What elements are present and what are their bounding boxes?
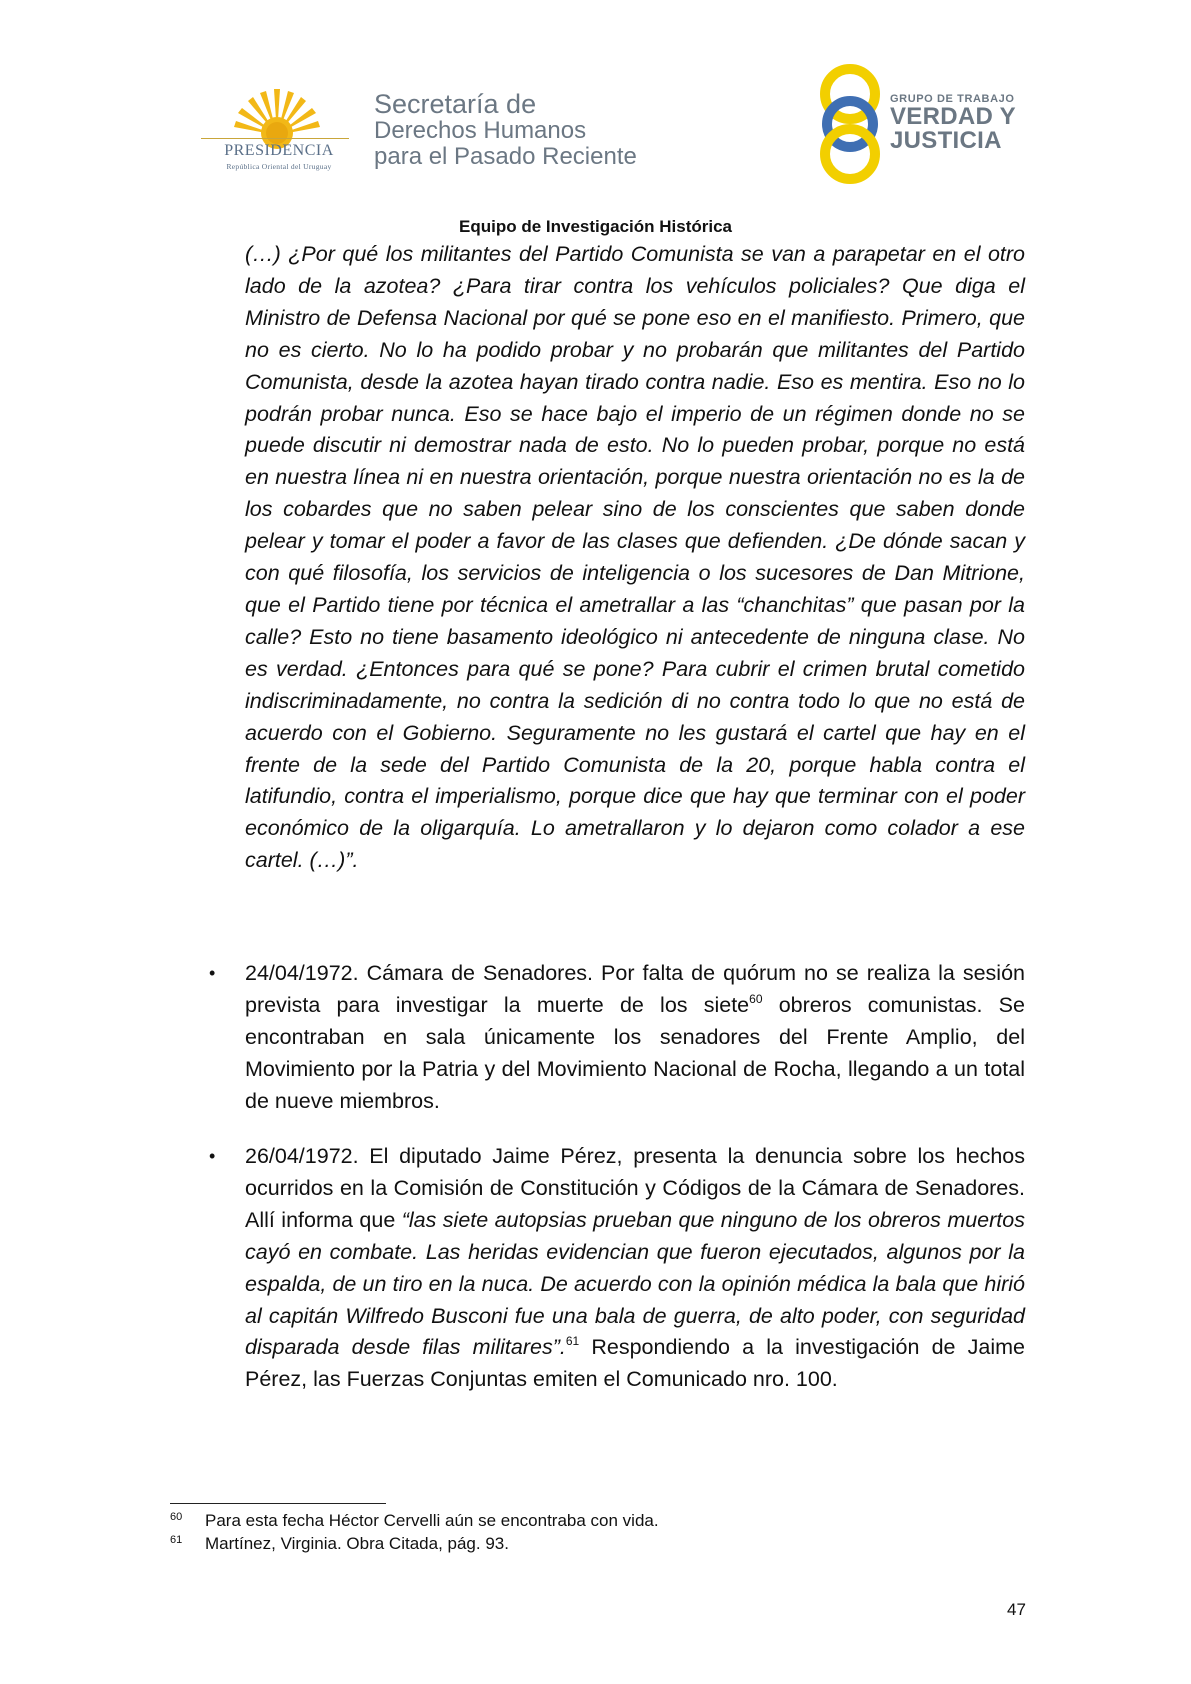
footnote-61	[170, 1530, 509, 1554]
secretaria-line-3: para el Pasado Reciente	[374, 143, 637, 170]
bullet-marker: •	[209, 963, 216, 983]
bullet-item-1	[209, 958, 1025, 1118]
grupo-title-line-2: JUSTICIA	[890, 127, 1002, 154]
secretaria-logo-text	[374, 90, 637, 170]
grupo-small-label: GRUPO DE TRABAJO	[890, 93, 1015, 105]
grupo-title-line-1: VERDAD Y	[890, 103, 1016, 130]
footnote-number: 60	[170, 1511, 183, 1523]
bullet-marker: •	[209, 1146, 216, 1166]
page-header	[0, 0, 1191, 236]
bullet-2-text: 26/04/1972. El diputado Jaime Pérez, presenta la denuncia sobre los hechos ocurridos en la Comisión de Constitución y Códigos de la Cámara de Senadores. Allí informa que	[245, 1144, 1025, 1232]
bullet-2-text-cont: Respondiendo a la investigación de Jaime Pérez, las Fuerzas Conjuntas emiten el Comunicado nro. 100.	[245, 1335, 1025, 1392]
bullet-1-text: 24/04/1972. Cámara de Senadores. Por falta de quórum no se realiza la sesión prevista para investigar la muerte de los siete	[245, 961, 1025, 1017]
footnote-text: Martínez, Virginia. Obra Citada, pág. 93.	[205, 1534, 509, 1553]
footnote-ref-61[interactable]: 61	[565, 1334, 580, 1349]
page-number: 47	[1007, 1600, 1026, 1619]
presidencia-name: PRESIDENCIA	[224, 142, 334, 159]
footnote-60	[170, 1507, 659, 1531]
grupo-rings-logo	[812, 62, 888, 186]
bullet-item-2	[209, 1141, 1025, 1396]
bullet-1-text-cont: obreros comunistas. Se encontraban en sala únicamente los senadores del Frente Amplio, del Movimiento por la Patria y del Movimiento Nacional de Rocha, llegando a un total de nueve miembros.	[245, 992, 1025, 1113]
presidencia-sun-logo	[232, 85, 322, 149]
footnote-text: Para esta fecha Héctor Cervelli aún se encontraba con vida.	[205, 1511, 659, 1530]
footnote-number: 61	[170, 1534, 183, 1546]
secretaria-line-1: Secretaría de	[374, 89, 537, 119]
presidencia-divider	[201, 138, 349, 139]
grupo-logo-text	[890, 93, 1016, 153]
bullet-2-quote: “las siete autopsias prueban que ninguno de los obreros muertos cayó en combate. Las heridas evidencian que fueron ejecutados, algunos por la espalda, de un tiro en la nuca. De acuerdo con la opinión médica la bala que hirió al capitán Wilfredo Busconi fue una bala de guerra, de alto poder, con seguridad disparada desde filas militares”.	[245, 1207, 1025, 1360]
presidencia-subtitle: República Oriental del Uruguay	[226, 162, 332, 171]
footnote-separator	[170, 1503, 386, 1504]
team-title: Equipo de Investigación Histórica	[459, 217, 732, 236]
quote-paragraph: (…) ¿Por qué los militantes del Partido Comunista se van a parapetar en el otro lado de la azotea? ¿Para tirar contra los vehículos policiales? Que diga el Ministro de Defensa Nacional por qué se pone eso en el manifiesto. Primero, que no es cierto. No lo ha podido probar y no probarán que militantes del Partido Comunista, desde la azotea hayan tirado contra nadie. Eso es mentira. Eso no lo podrán probar nunca. Eso se hace bajo el imperio de un régimen donde no se puede discutir ni demostrar nada de esto. No lo pueden probar, porque no está en nuestra línea ni en nuestra orientación, porque nuestra orientación no es la de los cobardes que no saben pelear sino de los conscientes que saben donde pelear y tomar el poder a favor de las clases que defienden. ¿De dónde sacan y con qué filosofía, los servicios de inteligencia o los sucesores de Dan Mitrione, que el Partido tiene por técnica el ametrallar a las “chanchitas” que pasan por la calle? Esto no tiene basamento ideológico ni antecedente de ninguna clase. No es verdad. ¿Entonces para qué se pone? Para cubrir el crimen brutal cometido indiscriminadamente, no contra la sedición di no contra todo lo que no está de acuerdo con el Gobierno. Seguramente no les gustará el cartel que hay en el frente de la sede del Partido Comunista de la 20, porque habla contra el latifundio, contra el imperialismo, porque dice que hay que terminar con el poder económico de la oligarquía. Lo ametrallaron y lo dejaron como colador a ese cartel. (…)”.	[245, 242, 1025, 873]
secretaria-line-2: Derechos Humanos	[374, 117, 587, 144]
footnote-ref-60[interactable]: 60	[749, 991, 763, 1006]
